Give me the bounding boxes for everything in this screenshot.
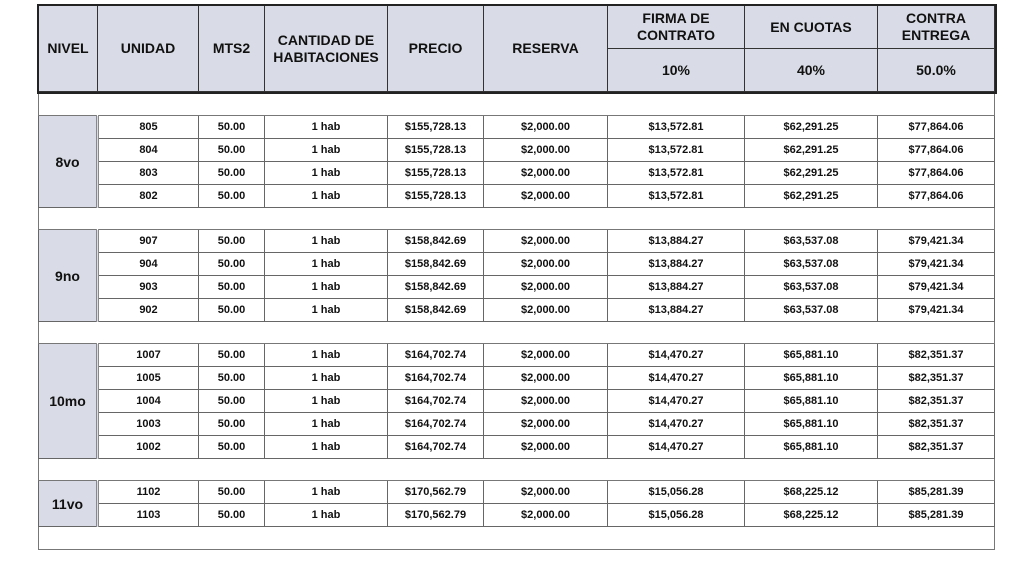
cell-precio: $164,702.74 [388,344,484,367]
cell-firma: $13,884.27 [608,299,745,322]
floor-label: 10mo [39,344,98,459]
table-header [39,6,995,92]
cell-cuotas: $68,225.12 [745,504,878,527]
cell-cuotas: $62,291.25 [745,139,878,162]
header-firma: FIRMA DE CONTRATO [608,6,745,49]
cell-unidad: 804 [98,139,199,162]
cell-mts2: 50.00 [199,390,265,413]
cell-reserva: $2,000.00 [484,116,608,139]
cell-firma: $13,572.81 [608,139,745,162]
cell-cuotas: $65,881.10 [745,367,878,390]
cell-entrega: $82,351.37 [878,390,995,413]
header-cuotas-pct: 40% [745,49,878,92]
header-unidad: UNIDAD [98,6,199,92]
spacer-cell [39,322,995,344]
header-nivel: NIVEL [39,6,98,92]
cell-entrega: $82,351.37 [878,413,995,436]
cell-precio: $158,842.69 [388,276,484,299]
cell-precio: $164,702.74 [388,413,484,436]
spacer-cell [39,208,995,230]
cell-cuotas: $63,537.08 [745,253,878,276]
cell-unidad: 805 [98,116,199,139]
table-row [39,344,995,367]
cell-entrega: $79,421.34 [878,276,995,299]
cell-reserva: $2,000.00 [484,413,608,436]
spacer-row [39,459,995,481]
cell-mts2: 50.00 [199,481,265,504]
cell-unidad: 1002 [98,436,199,459]
cell-reserva: $2,000.00 [484,390,608,413]
cell-cuotas: $65,881.10 [745,413,878,436]
cell-precio: $155,728.13 [388,185,484,208]
cell-mts2: 50.00 [199,139,265,162]
cell-firma: $13,884.27 [608,276,745,299]
cell-habitaciones: 1 hab [265,390,388,413]
cell-entrega: $77,864.06 [878,139,995,162]
cell-unidad: 903 [98,276,199,299]
cell-firma: $13,572.81 [608,185,745,208]
spacer-row [39,322,995,344]
cell-reserva: $2,000.00 [484,481,608,504]
cell-habitaciones: 1 hab [265,504,388,527]
cell-precio: $164,702.74 [388,390,484,413]
cell-entrega: $79,421.34 [878,230,995,253]
cell-firma: $13,884.27 [608,230,745,253]
cell-unidad: 904 [98,253,199,276]
cell-mts2: 50.00 [199,162,265,185]
cell-unidad: 1005 [98,367,199,390]
cell-precio: $170,562.79 [388,481,484,504]
cell-cuotas: $63,537.08 [745,230,878,253]
cell-habitaciones: 1 hab [265,344,388,367]
spacer-cell [39,92,995,116]
cell-habitaciones: 1 hab [265,436,388,459]
cell-reserva: $2,000.00 [484,139,608,162]
cell-reserva: $2,000.00 [484,230,608,253]
cell-cuotas: $62,291.25 [745,162,878,185]
cell-mts2: 50.00 [199,253,265,276]
cell-firma: $13,572.81 [608,116,745,139]
cell-reserva: $2,000.00 [484,504,608,527]
cell-reserva: $2,000.00 [484,299,608,322]
cell-habitaciones: 1 hab [265,185,388,208]
spacer-row [39,527,995,550]
cell-cuotas: $63,537.08 [745,276,878,299]
table-row [39,139,995,162]
cell-entrega: $79,421.34 [878,253,995,276]
cell-mts2: 50.00 [199,504,265,527]
cell-firma: $13,884.27 [608,253,745,276]
cell-entrega: $77,864.06 [878,116,995,139]
cell-unidad: 1003 [98,413,199,436]
table-row [39,230,995,253]
cell-reserva: $2,000.00 [484,367,608,390]
cell-reserva: $2,000.00 [484,185,608,208]
header-mts2: MTS2 [199,6,265,92]
spacer-row [39,92,995,116]
cell-mts2: 50.00 [199,276,265,299]
cell-mts2: 50.00 [199,185,265,208]
spacer-cell [39,459,995,481]
cell-entrega: $85,281.39 [878,481,995,504]
header-reserva: RESERVA [484,6,608,92]
cell-reserva: $2,000.00 [484,276,608,299]
cell-reserva: $2,000.00 [484,436,608,459]
cell-mts2: 50.00 [199,299,265,322]
table-body [39,92,995,550]
cell-precio: $158,842.69 [388,299,484,322]
header-entrega-pct: 50.0% [878,49,995,92]
cell-reserva: $2,000.00 [484,253,608,276]
cell-unidad: 902 [98,299,199,322]
floor-label: 11vo [39,481,98,527]
cell-entrega: $85,281.39 [878,504,995,527]
table-row [39,413,995,436]
table-row [39,390,995,413]
cell-precio: $164,702.74 [388,367,484,390]
cell-precio: $155,728.13 [388,116,484,139]
cell-entrega: $79,421.34 [878,299,995,322]
cell-unidad: 1004 [98,390,199,413]
cell-mts2: 50.00 [199,116,265,139]
header-firma-pct: 10% [608,49,745,92]
cell-mts2: 50.00 [199,230,265,253]
cell-mts2: 50.00 [199,436,265,459]
cell-entrega: $82,351.37 [878,436,995,459]
table-row [39,299,995,322]
cell-firma: $14,470.27 [608,413,745,436]
cell-reserva: $2,000.00 [484,162,608,185]
cell-unidad: 907 [98,230,199,253]
table-row [39,185,995,208]
cell-habitaciones: 1 hab [265,367,388,390]
table-row [39,436,995,459]
cell-reserva: $2,000.00 [484,344,608,367]
cell-unidad: 1103 [98,504,199,527]
cell-habitaciones: 1 hab [265,230,388,253]
cell-cuotas: $62,291.25 [745,185,878,208]
cell-entrega: $82,351.37 [878,367,995,390]
cell-cuotas: $65,881.10 [745,436,878,459]
table-row [39,162,995,185]
floor-label: 9no [39,230,98,322]
cell-unidad: 1007 [98,344,199,367]
cell-cuotas: $63,537.08 [745,299,878,322]
cell-habitaciones: 1 hab [265,413,388,436]
header-precio: PRECIO [388,6,484,92]
cell-firma: $15,056.28 [608,481,745,504]
cell-firma: $14,470.27 [608,367,745,390]
cell-firma: $13,572.81 [608,162,745,185]
cell-habitaciones: 1 hab [265,162,388,185]
cell-firma: $15,056.28 [608,504,745,527]
cell-cuotas: $68,225.12 [745,481,878,504]
floor-label: 8vo [39,116,98,208]
table-row [39,504,995,527]
table-row [39,253,995,276]
cell-unidad: 1102 [98,481,199,504]
cell-cuotas: $62,291.25 [745,116,878,139]
cell-firma: $14,470.27 [608,390,745,413]
cell-entrega: $77,864.06 [878,162,995,185]
cell-habitaciones: 1 hab [265,481,388,504]
cell-firma: $14,470.27 [608,436,745,459]
table-row [39,116,995,139]
cell-unidad: 803 [98,162,199,185]
cell-entrega: $77,864.06 [878,185,995,208]
cell-cuotas: $65,881.10 [745,344,878,367]
spacer-row [39,208,995,230]
header-entrega: CONTRA ENTREGA [878,6,995,49]
table-row [39,481,995,504]
cell-mts2: 50.00 [199,367,265,390]
cell-firma: $14,470.27 [608,344,745,367]
cell-habitaciones: 1 hab [265,139,388,162]
cell-habitaciones: 1 hab [265,116,388,139]
cell-cuotas: $65,881.10 [745,390,878,413]
cell-habitaciones: 1 hab [265,299,388,322]
cell-entrega: $82,351.37 [878,344,995,367]
cell-habitaciones: 1 hab [265,276,388,299]
header-habitaciones: CANTIDAD DE HABITACIONES [265,6,388,92]
cell-precio: $170,562.79 [388,504,484,527]
cell-habitaciones: 1 hab [265,253,388,276]
header-cuotas: EN CUOTAS [745,6,878,49]
cell-mts2: 50.00 [199,413,265,436]
table-row [39,367,995,390]
cell-precio: $155,728.13 [388,162,484,185]
cell-precio: $158,842.69 [388,253,484,276]
spacer-cell [39,527,995,550]
cell-unidad: 802 [98,185,199,208]
pricing-table [38,5,995,550]
cell-precio: $164,702.74 [388,436,484,459]
table-row [39,276,995,299]
cell-mts2: 50.00 [199,344,265,367]
cell-precio: $155,728.13 [388,139,484,162]
cell-precio: $158,842.69 [388,230,484,253]
